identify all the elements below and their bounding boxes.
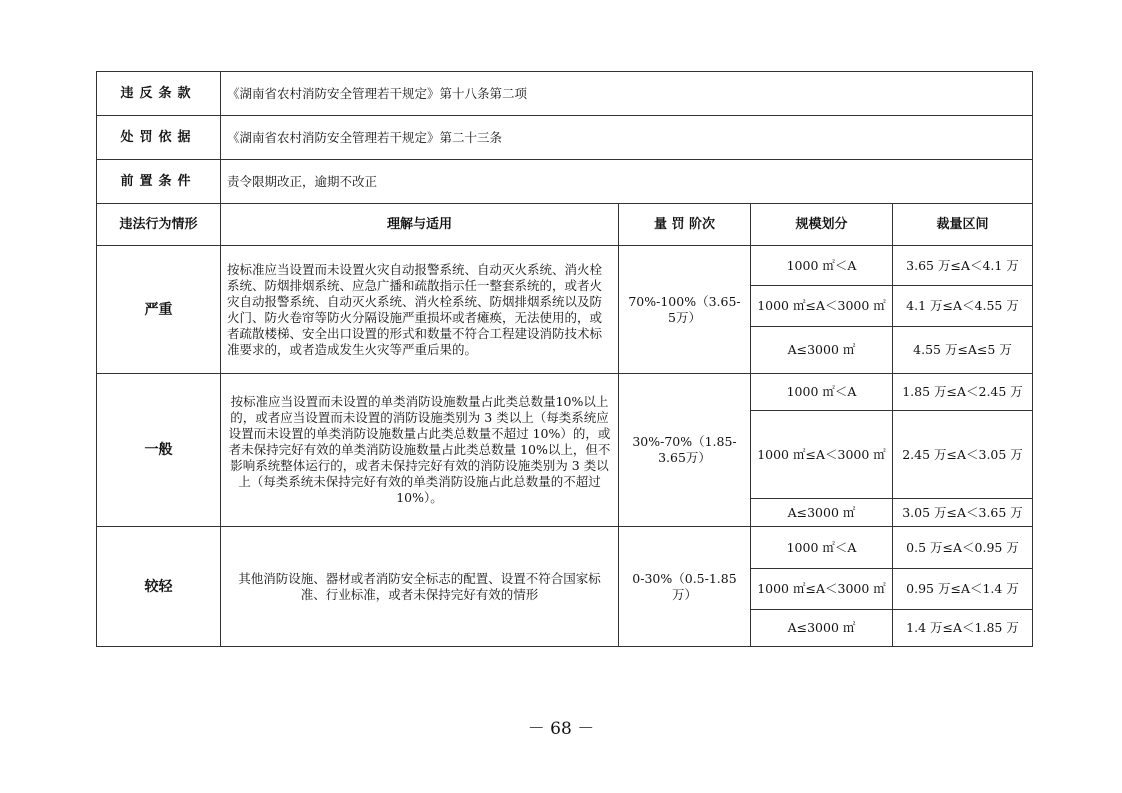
range-cell: 0.95 万≤A＜1.4 万 xyxy=(893,569,1033,610)
severity-general: 一般 xyxy=(97,374,221,527)
precondition-value: 责令限期改正，逾期不改正 xyxy=(221,160,1033,204)
penalty-basis-label: 处罚依据 xyxy=(97,116,221,160)
info-row-penalty-basis xyxy=(97,116,1033,160)
interpretation-serious: 按标准应当设置而未设置火灾自动报警系统、自动灭火系统、消火栓系统、防烟排烟系统、应急广播和疏散指示任一整套系统的，或者火灾自动报警系统、自动灭火系统、消火栓系统、防烟排烟系统以及防火门、防火卷帘等防火分隔设施严重损坏或者瘫痪，无法使用的，或者疏散楼梯、安全出口设置的形式和数量不符合工程建设消防技术标准要求的，或者造成发生火灾等严重后果的。 xyxy=(221,246,619,374)
range-cell: 1.4 万≤A＜1.85 万 xyxy=(893,610,1033,647)
scale-cell: 1000 ㎡≤A＜3000 ㎡ xyxy=(751,286,893,327)
header-range: 裁量区间 xyxy=(893,204,1033,246)
column-header-row xyxy=(97,204,1033,246)
range-cell: 3.05 万≤A＜3.65 万 xyxy=(893,499,1033,527)
range-cell: 1.85 万≤A＜2.45 万 xyxy=(893,374,1033,411)
violation-clause-label: 违反条款 xyxy=(97,72,221,116)
range-cell: 4.55 万≤A≤5 万 xyxy=(893,327,1033,374)
scale-cell: A≤3000 ㎡ xyxy=(751,327,893,374)
scale-cell: A≤3000 ㎡ xyxy=(751,499,893,527)
range-cell: 0.5 万≤A＜0.95 万 xyxy=(893,527,1033,569)
table-row xyxy=(97,527,1033,569)
scale-cell: 1000 ㎡＜A xyxy=(751,246,893,286)
scale-cell: 1000 ㎡≤A＜3000 ㎡ xyxy=(751,411,893,499)
page-number: － 68 － xyxy=(527,719,595,739)
info-row-precondition xyxy=(97,160,1033,204)
interpretation-minor: 其他消防设施、器材或者消防安全标志的配置、设置不符合国家标准、行业标准，或者未保持完好有效的情形 xyxy=(221,527,619,647)
range-cell: 3.65 万≤A＜4.1 万 xyxy=(893,246,1033,286)
severity-serious: 严重 xyxy=(97,246,221,374)
header-scale: 规模划分 xyxy=(751,204,893,246)
penalty-level-serious: 70%-100%（3.65-5万） xyxy=(619,246,751,374)
range-cell: 2.45 万≤A＜3.05 万 xyxy=(893,411,1033,499)
scale-cell: 1000 ㎡＜A xyxy=(751,374,893,411)
range-cell: 4.1 万≤A＜4.55 万 xyxy=(893,286,1033,327)
penalty-level-general: 30%-70%（1.85-3.65万） xyxy=(619,374,751,527)
header-interpretation: 理解与适用 xyxy=(221,204,619,246)
penalty-table xyxy=(96,71,1033,647)
penalty-basis-value: 《湖南省农村消防安全管理若干规定》第二十三条 xyxy=(221,116,1033,160)
header-severity: 违法行为情形 xyxy=(97,204,221,246)
scale-cell: 1000 ㎡≤A＜3000 ㎡ xyxy=(751,569,893,610)
table-row xyxy=(97,374,1033,411)
scale-cell: 1000 ㎡＜A xyxy=(751,527,893,569)
info-row-violation-clause xyxy=(97,72,1033,116)
severity-minor: 较轻 xyxy=(97,527,221,647)
penalty-level-minor: 0-30%（0.5-1.85 万） xyxy=(619,527,751,647)
scale-cell: A≤3000 ㎡ xyxy=(751,610,893,647)
precondition-label: 前置条件 xyxy=(97,160,221,204)
violation-clause-value: 《湖南省农村消防安全管理若干规定》第十八条第二项 xyxy=(221,72,1033,116)
table-row xyxy=(97,246,1033,286)
header-penalty-level: 量 罚 阶次 xyxy=(619,204,751,246)
interpretation-general: 按标准应当设置而未设置的单类消防设施数量占此类总数量10%以上的，或者应当设置而未设置的消防设施类别为 3 类以上（每类系统应设置而未设置的单类消防设施数量占此类总数量不超过 10%）的，或者未保持完好有效的单类消防设施数量占此类总数量 10%以上，但不影响系统整体运行的，或者未保持完好有效的消防设施类别为 3 类以上（每类系统未保持完好有效的单类消防设施占此总数量的不超过 10%）。 xyxy=(221,374,619,527)
